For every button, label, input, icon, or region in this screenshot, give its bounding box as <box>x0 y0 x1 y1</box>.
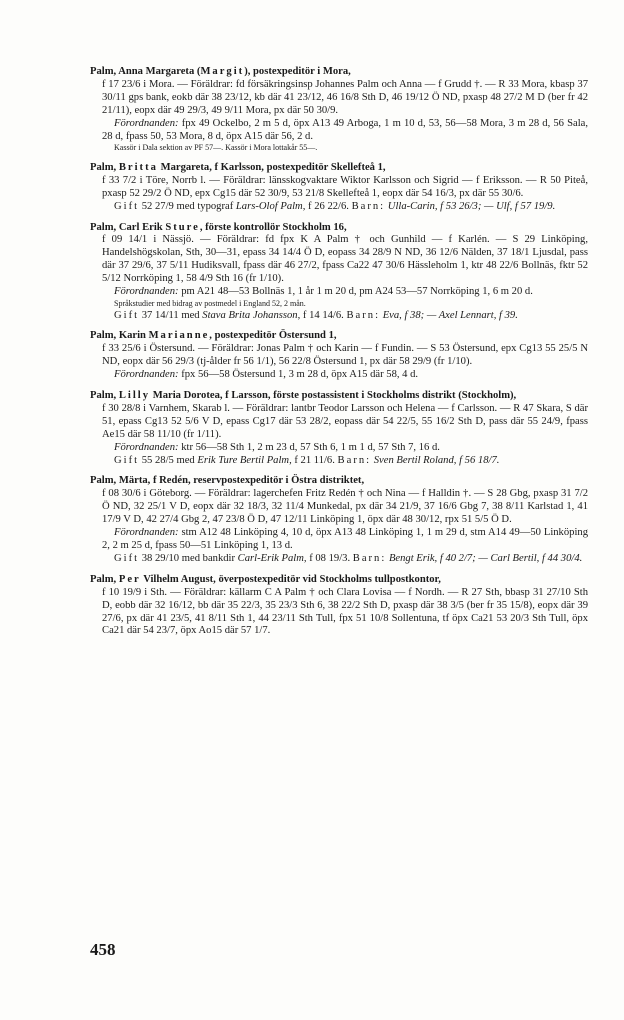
marriage-text: 38 29/10 med bankdir <box>141 552 236 564</box>
appointments-label: Förordnanden: <box>114 527 179 539</box>
entry-marriage <box>90 201 588 214</box>
heading-spaced-name: Lilly <box>118 390 151 402</box>
register-page <box>90 66 588 646</box>
appointments-text: stm A12 48 Linköping 4, 10 d, öpx A13 48 Linköping 1, 1 m 29 d, stm A14 49—50 Linköping 2, 2 m 25 d, fpass 50—51 Linköping 1, 13 d. <box>102 527 588 551</box>
heading-spaced-name: Margit <box>200 66 245 77</box>
heading-part: , postexpeditör Östersund 1, <box>209 330 337 342</box>
marriage-label: Gift <box>114 200 140 212</box>
children-label: Barn: <box>346 309 381 321</box>
spouse-name: Lars-Olof Palm, <box>235 200 306 212</box>
marriage-text: 55 28/5 med <box>141 454 195 466</box>
marriage-label: Gift <box>114 454 140 466</box>
entry-heading <box>90 222 588 235</box>
entry-body: f 33 7/2 i Töre, Norrb l. — Föräldrar: länsskogvaktare Wiktor Karlsson och Sigrid — f Eriksson. — R 50 Piteå, pxasp 52 29/2 Ö ND, epx Cg15 där 52 30/9, 53 21/8 Skellefteå 1, eopx där 54 16/3, px där 55 30/6. <box>102 174 588 199</box>
heading-spaced-name: Per <box>118 573 141 585</box>
appointments-text: ktr 56—58 Sth 1, 2 m 23 d, 57 Sth 6, 1 m 1 d, 57 Sth 7, 16 d. <box>181 441 440 453</box>
register-entry <box>90 574 588 639</box>
heading-part: Palm, Carl Erik <box>90 221 166 233</box>
entry-body: f 08 30/6 i Göteborg. — Föräldrar: lagerchefen Fritz Redén † och Nina — f Halldin †. — S 28 Gbg, pxasp 31 7/2 Ö ND, 32 25/1 V D, eopx där 32 18/3, 32 11/4 Munkedal, px där 34 21/9, 37 16/6 Gbg 7, 38 8/11 Karlstad 1, 41 17/9 V D, 42 27/4 Gbg 2, 47 23/8 Ö D, 47 12/11 Linköping 1, öpx där 48 30/12, rpx 51 5/5 Ö D. <box>102 488 588 526</box>
page-number: 458 <box>90 940 116 959</box>
register-entry <box>90 222 588 323</box>
heading-part: , förste kontrollör Stockholm 16, <box>199 221 347 233</box>
entry-heading <box>90 475 588 488</box>
entry-note: Kassör i Dala sektion av PF 57—. Kassör i Mora lottakår 55—. <box>114 143 318 153</box>
heading-part: Maria Dorotea, f Larsson, förste postassistent i Stockholms distrikt (Stockholm), <box>150 390 517 402</box>
register-entry <box>90 66 588 154</box>
appointments-text: pm A21 48—53 Bollnäs 1, 1 år 1 m 20 d, pm A24 53—57 Norrköping 1, 6 m 20 d. <box>181 286 533 298</box>
heading-part: Palm, Karin <box>90 330 149 342</box>
heading-part: ), postexpeditör i Mora, <box>244 66 351 77</box>
appointments-text: fpx 56—58 Östersund 1, 3 m 28 d, öpx A15 där 58, 4 d. <box>181 369 419 381</box>
heading-spaced-name: Marianne <box>148 330 210 342</box>
heading-part: Palm, <box>90 390 119 402</box>
entry-body: f 09 14/1 i Nässjö. — Föräldrar: fd fpx K A Palm † och Gunhild — f Karlén. — S 29 Linköping, Handelshögskolan, Sth, 30—31, epass 34 14/4 Ö D, eopass 34 28/9 N ND, 36 12/6 Nälden, 37 18/1 Ljusdal, pass där 37 29/6, 37 5/11 Hudiksvall, fpass där 46 27/2, fpass Ca22 47 30/6 Hässleholm 1, ktr 48 22/6 Bollnäs, fktr 52 5/12 Norrköping 1, 58 4/9 Sth 16 (fr 1/10). <box>102 234 588 285</box>
heading-spaced-name: Sture <box>165 221 200 233</box>
children-label: Barn: <box>352 552 387 564</box>
marriage-text: f 26 22/6. <box>308 200 349 212</box>
heading-part: Palm, Märta, f Redén, reservpostexpeditör i Östra distriktet, <box>90 475 365 487</box>
spouse-name: Carl-Erik Palm, <box>237 552 307 564</box>
entry-heading <box>90 390 588 403</box>
entry-appointments <box>90 118 588 144</box>
spouse-name: Stava Brita Johansson, <box>202 309 301 321</box>
heading-part: Palm, Anna Margareta ( <box>90 66 201 77</box>
marriage-text: 52 27/9 med typograf <box>141 200 234 212</box>
heading-part: Margareta, f Karlsson, postexpeditör Skellefteå 1, <box>157 161 386 173</box>
entry-heading <box>90 66 588 79</box>
children-text: Sven Bertil Roland, f 56 18/7. <box>373 454 500 466</box>
entry-heading <box>90 574 588 587</box>
entry-marriage <box>90 553 588 566</box>
appointments-label: Förordnanden: <box>114 441 179 453</box>
appointments-label: Förordnanden: <box>114 286 179 298</box>
entry-body: f 17 23/6 i Mora. — Föräldrar: fd försäkringsinsp Johannes Palm och Anna — f Grudd †. — R 33 Mora, kbasp 37 30/11 gps bank, eokb där 38 23/12, kb där 41 23/12, 46 16/8 Sth D, 46 19/12 Ö ND, pxasp 48 27/2 M D (ber fr 42 21/11), eopx där 49 29/3, 49 9/11 Mora, px där 50 30/9. <box>102 78 588 116</box>
entry-note: Språkstudier med bidrag av postmedel i England 52, 2 mån. <box>114 299 306 308</box>
children-label: Barn: <box>337 454 372 466</box>
marriage-text: f 08 19/3. <box>309 552 351 564</box>
register-entry <box>90 162 588 214</box>
entry-body: f 30 28/8 i Varnhem, Skarab l. — Föräldrar: lantbr Teodor Larsson och Helena — f Carlsson. — R 47 Skara, S där 51, epass Cg13 52 5/6 V D, epass Cg17 där 53 28/2, eopass där 54 22/5, 55 16/2 Sth D, pass där 55 24/9, fpass Ae15 där 58 11/10 (fr 1/11). <box>102 402 588 440</box>
appointments-label: Förordnanden: <box>114 369 179 381</box>
entry-appointments <box>90 369 588 382</box>
entry-body: f 33 25/6 i Östersund. — Föräldrar: Jonas Palm † och Karin — f Fundin. — S 53 Östersund, epx Cg13 55 25/5 N ND, eopx där 56 29/3 (tj-ålder fr 56 1/1), 56 22/8 Östersund 1, px där 58 29/9 (fr 1/10). <box>102 343 588 368</box>
entry-marriage <box>90 455 588 468</box>
appointments-text: fpx 49 Ockelbo, 2 m 5 d, öpx A13 49 Arboga, 1 m 10 d, 53, 56—58 Mora, 3 m 28 d, 56 Sala, 28 d, fpass 50, 53 Mora, 8 d, öpx A15 där 56, 2 d. <box>102 117 588 142</box>
register-entry <box>90 330 588 382</box>
marriage-text: f 21 11/6. <box>294 454 335 466</box>
marriage-text: 37 14/11 med <box>141 309 200 321</box>
children-text: Bengt Erik, f 40 2/7; — Carl Bertil, f 44 30/4. <box>388 552 583 564</box>
heading-part: Vilhelm August, överpostexpeditör vid Stockholms tullpostkontor, <box>140 573 441 585</box>
entry-heading <box>90 162 588 175</box>
entry-body: f 10 19/9 i Sth. — Föräldrar: källarm C A Palm † och Clara Lovisa — f Nordh. — R 27 Sth, bbasp 31 27/10 Sth D, eobb där 32 16/12, bb där 35 22/3, 35 23/3 Sth 6, 38 22/2 Sth D, pxasp där 38 3/5 (ber fr 35 15/8), eopx där 39 27/6, px där 41 23/5, 41 8/11 Sth 1, 44 23/11 Sth Tull, fpx 51 10/8 Sollentuna, tf öpx Ca21 53 20/3 Sth Tull, öpx Ca21 där 54 23/7, öpx Ao15 där 57 1/7. <box>102 586 588 637</box>
entry-appointments <box>90 286 588 299</box>
marriage-text: f 14 14/6. <box>302 309 344 321</box>
heading-spaced-name: Britta <box>118 161 158 173</box>
register-entry <box>90 475 588 565</box>
entry-heading <box>90 330 588 343</box>
marriage-label: Gift <box>114 309 140 321</box>
heading-part: Palm, <box>90 161 119 173</box>
children-text: Eva, f 38; — Axel Lennart, f 39. <box>382 309 518 321</box>
children-label: Barn: <box>351 200 386 212</box>
entry-appointments <box>90 442 588 455</box>
children-text: Ulla-Carin, f 53 26/3; — Ulf, f 57 19/9. <box>387 200 556 212</box>
heading-part: Palm, <box>90 573 119 585</box>
appointments-label: Förordnanden: <box>114 117 179 129</box>
register-entry <box>90 390 588 467</box>
marriage-label: Gift <box>114 552 140 564</box>
entry-appointments <box>90 527 588 553</box>
spouse-name: Erik Ture Bertil Palm, <box>197 454 292 466</box>
entry-marriage <box>90 310 588 323</box>
